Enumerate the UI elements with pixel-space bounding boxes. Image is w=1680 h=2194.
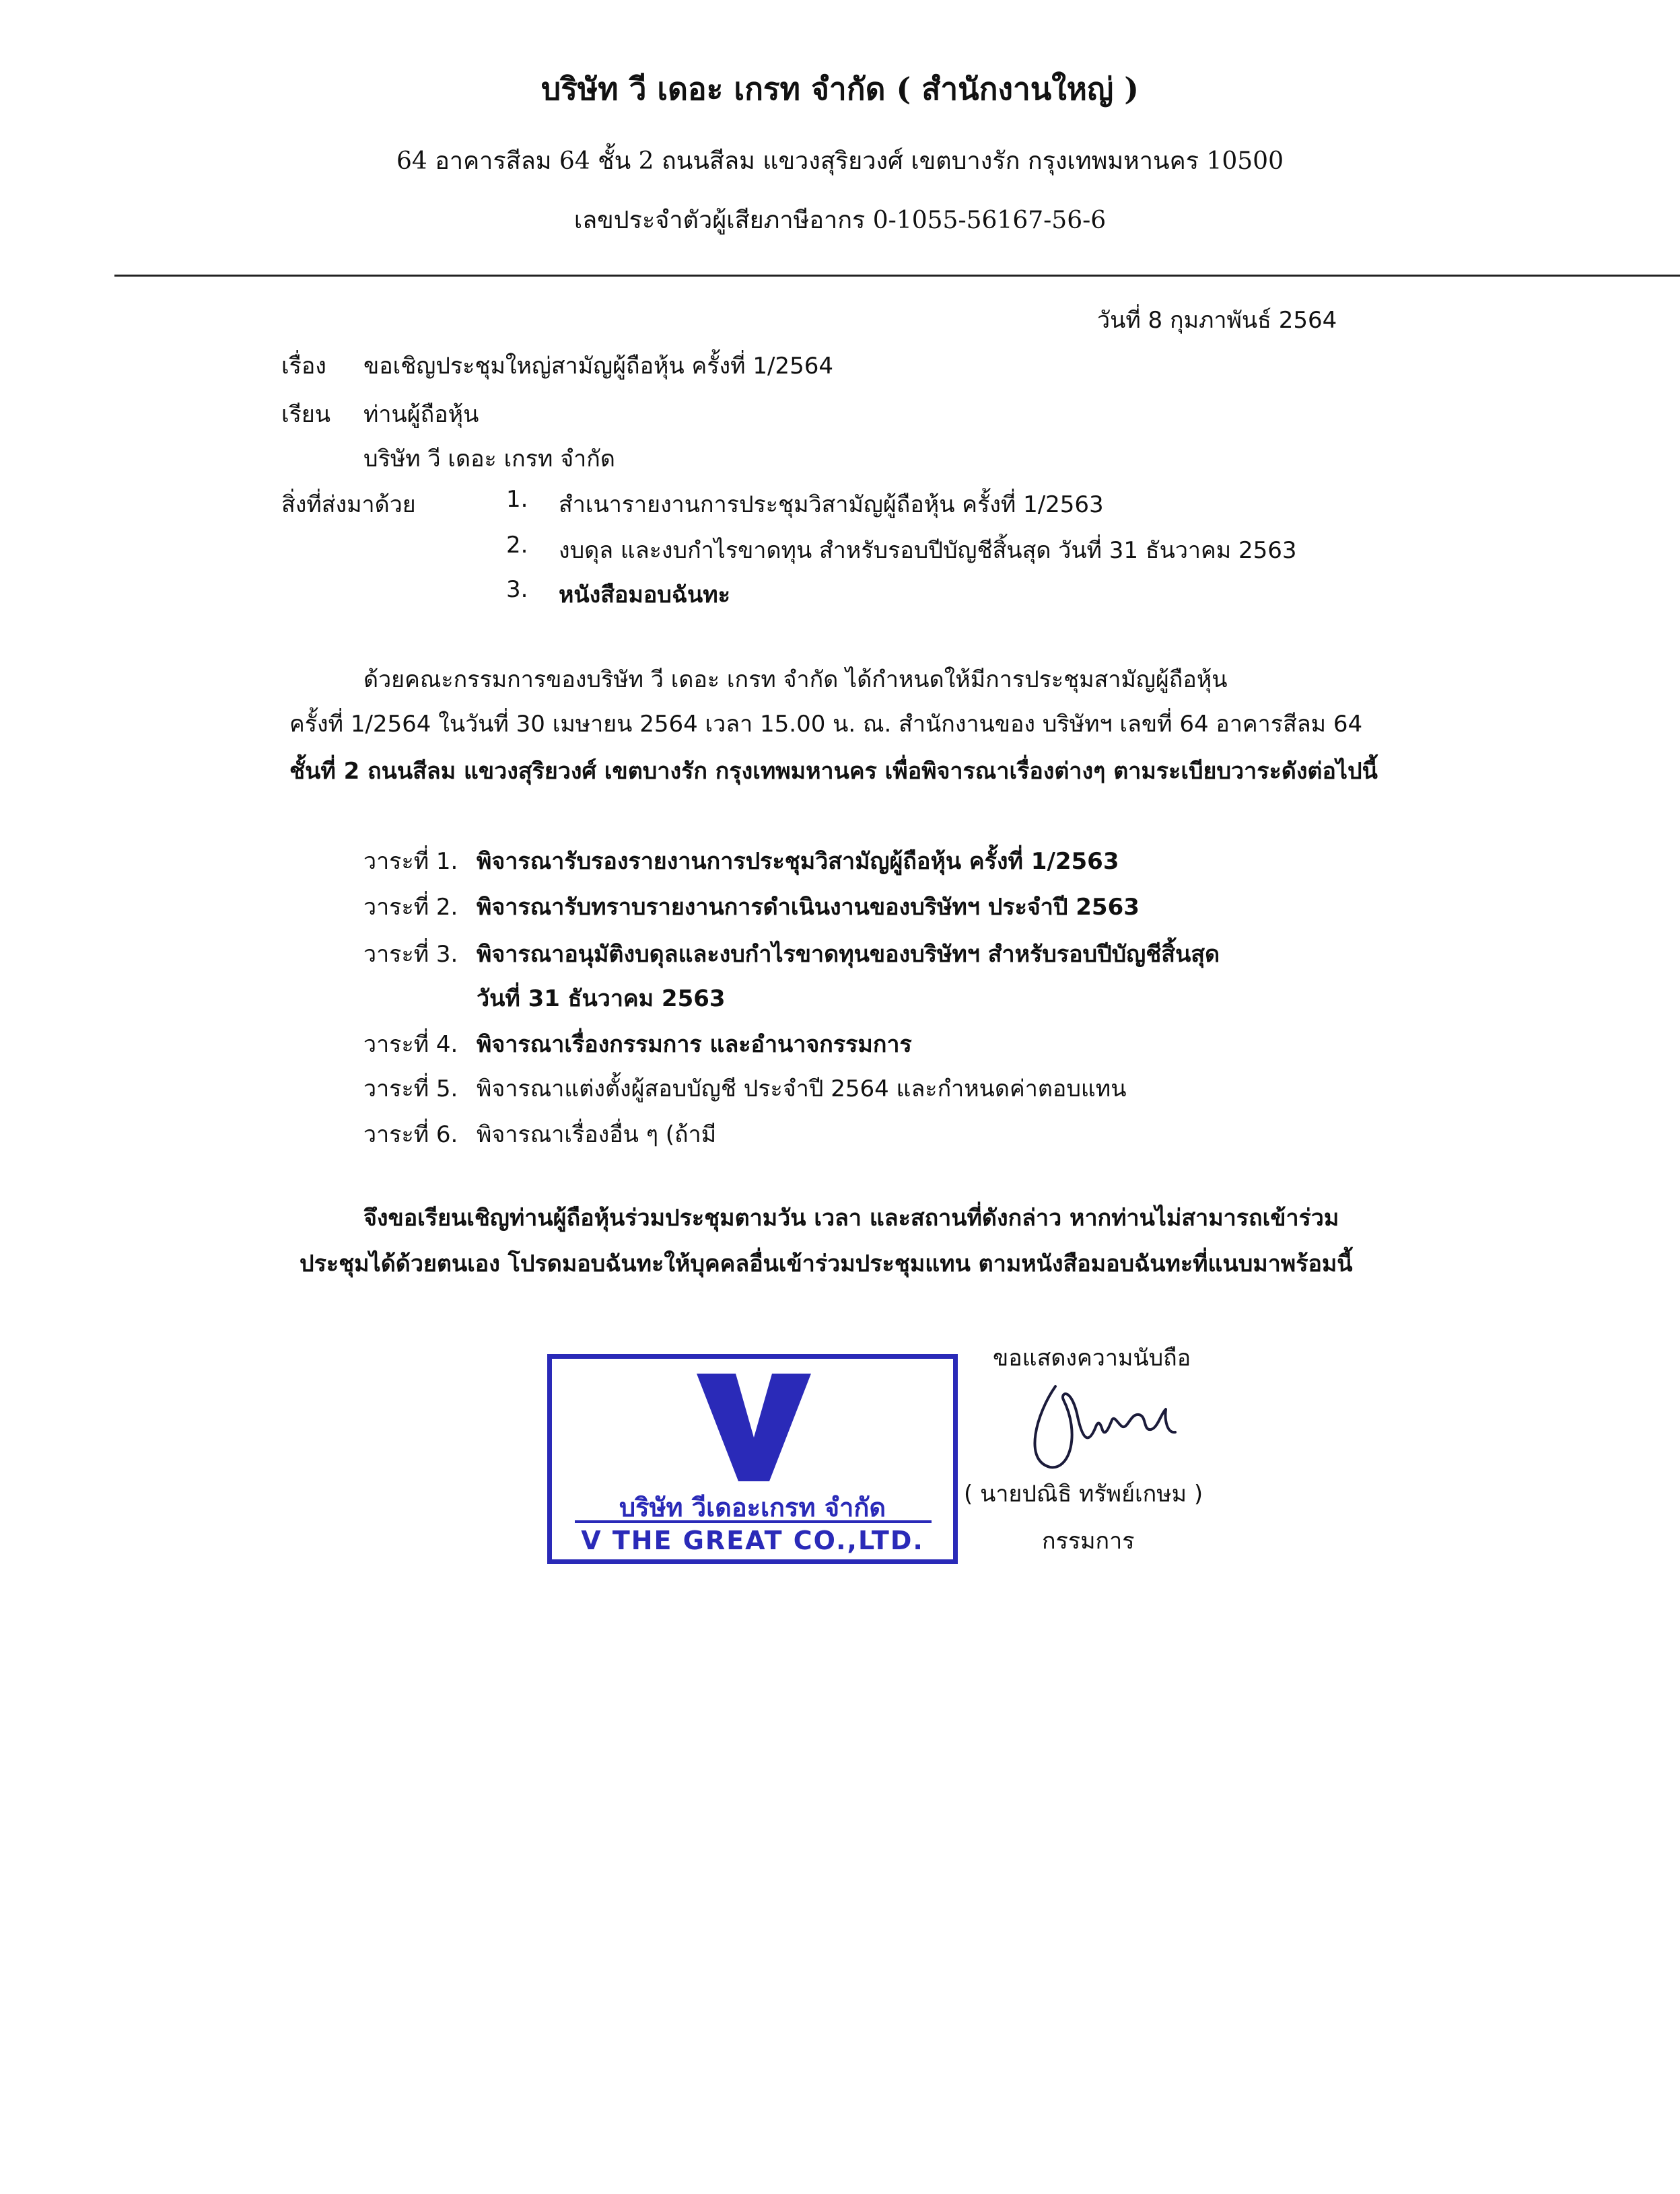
closing-line: จึงขอเรียนเชิญท่านผู้ถือหุ้นร่วมประชุมตามวัน เวลา และสถานที่ดังกล่าว หากท่านไม่สามารถเข้าร่วม [363,1205,1339,1232]
agenda-label: วาระที่ 1. [363,848,458,875]
letter-date: วันที่ 8 กุมภาพันธ์ 2564 [1097,307,1337,334]
agenda-label: วาระที่ 5. [363,1075,458,1102]
subject-text: ขอเชิญประชุมใหญ่สามัญผู้ถือหุ้น ครั้งที่ 1/2564 [363,353,833,380]
recipient-company: บริษัท วี เดอะ เกรท จำกัด [363,446,615,472]
agenda-label: วาระที่ 4. [363,1031,458,1058]
closing-regards: ขอแสดงความนับถือ [993,1345,1191,1372]
agenda-item: พิจารณาอนุมัติงบดุลและงบกำไรขาดทุนของบริษัทฯ สำหรับรอบปีบัญชีสิ้นสุด [477,941,1220,968]
enclosure-number: 3. [506,576,528,603]
enclosures-label: สิ่งที่ส่งมาด้วย [281,491,416,518]
enclosure-item: สำเนารายงานการประชุมวิสามัญผู้ถือหุ้น ครั้งที่ 1/2563 [559,491,1104,518]
body-line: ด้วยคณะกรรมการของบริษัท วี เดอะ เกรท จำกัด ได้กำหนดให้มีการประชุมสามัญผู้ถือหุ้น [363,666,1228,693]
enclosure-item: หนังสือมอบฉันทะ [559,581,730,608]
agenda-item: พิจารณารับรองรายงานการประชุมวิสามัญผู้ถือหุ้น ครั้งที่ 1/2563 [477,848,1119,875]
v-logo-icon [697,1374,811,1481]
subject-label: เรื่อง [281,353,326,380]
stamp-name-thai: บริษัท วีเดอะเกรท จำกัด [619,1493,886,1522]
stamp-name-english: V THE GREAT CO.,LTD. [581,1526,924,1555]
company-name: บริษัท วี เดอะ เกรท จำกัด ( สำนักงานใหญ่ ) [541,71,1139,107]
tax-id: เลขประจำตัวผู้เสียภาษีอากร 0-1055-56167-56-6 [573,207,1107,234]
enclosure-number: 2. [506,532,528,559]
company-address: 64 อาคารสีลม 64 ชั้น 2 ถนนสีลม แขวงสุริยวงศ์ เขตบางรัก กรุงเทพมหานคร 10500 [396,147,1284,175]
enclosure-item: งบดุล และงบกำไรขาดทุน สำหรับรอบปีบัญชีสิ้นสุด วันที่ 31 ธันวาคม 2563 [559,537,1297,564]
agenda-label: วาระที่ 6. [363,1121,458,1148]
body-line: ชั้นที่ 2 ถนนสีลม แขวงสุริยวงศ์ เขตบางรัก กรุงเทพมหานคร เพื่อพิจารณาเรื่องต่างๆ ตามระเบียบวาระดังต่อไปนี้ [289,758,1378,785]
agenda-item: พิจารณาแต่งตั้งผู้สอบบัญชี ประจำปี 2564 และกำหนดค่าตอบแทน [477,1075,1127,1102]
body-line: ครั้งที่ 1/2564 ในวันที่ 30 เมษายน 2564 เวลา 15.00 น. ณ. สำนักงานของ บริษัทฯ เลขที่ 64 อาคารสีลม 64 [289,711,1363,738]
signer-name: ( นายปณิธิ ทรัพย์เกษม ) [964,1481,1203,1508]
agenda-item: พิจารณาเรื่องกรรมการ และอำนาจกรรมการ [477,1031,912,1058]
closing-line: ประชุมได้ด้วยตนเอง โปรดมอบฉันทะให้บุคคลอื่นเข้าร่วมประชุมแทน ตามหนังสือมอบฉันทะที่แนบมาพร้อมนี้ [300,1250,1353,1277]
agenda-label: วาระที่ 2. [363,894,458,921]
agenda-item: พิจารณารับทราบรายงานการดำเนินงานของบริษัทฯ ประจำปี 2563 [477,894,1140,921]
recipient-text: ท่านผู้ถือหุ้น [363,401,479,428]
agenda-label: วาระที่ 3. [363,941,458,968]
signer-position: กรรมการ [1042,1528,1135,1555]
company-stamp [547,1354,958,1564]
agenda-item-continued: วันที่ 31 ธันวาคม 2563 [477,985,726,1012]
agenda-item: พิจารณาเรื่องอื่น ๆ (ถ้ามี [477,1121,717,1148]
enclosure-number: 1. [506,486,528,513]
header-divider [114,275,1680,277]
stamp-divider [575,1520,932,1523]
recipient-label: เรียน [281,401,331,428]
signature-icon [1023,1373,1185,1474]
